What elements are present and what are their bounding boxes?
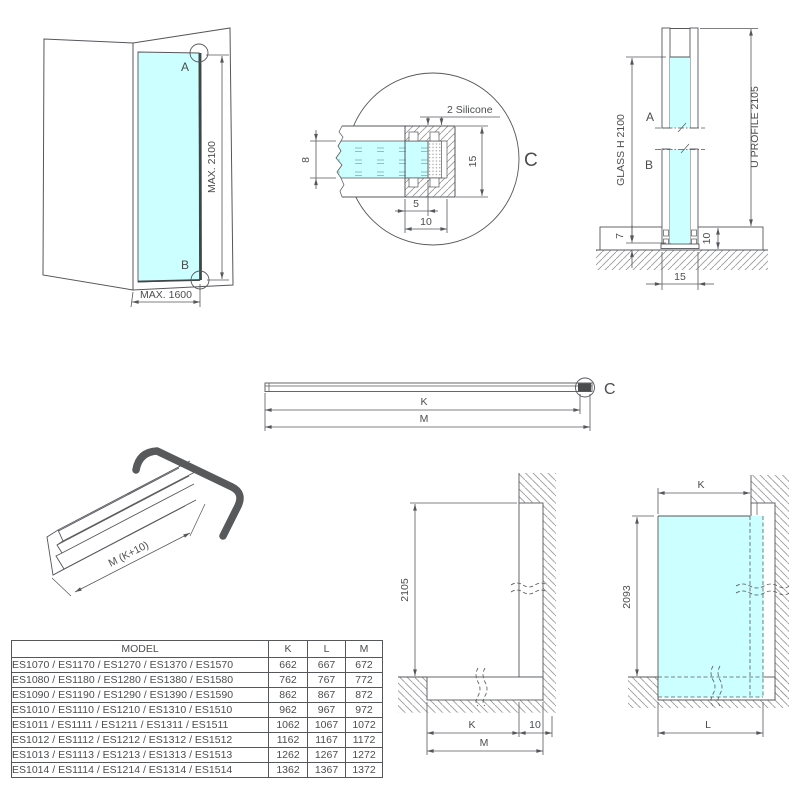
- k-cell: 862: [269, 688, 308, 703]
- dim-15-width-label: 15: [674, 271, 686, 283]
- table-row: [12, 703, 383, 718]
- section-label-a: A: [646, 110, 655, 124]
- m-cell: 1272: [346, 748, 383, 763]
- profile-end-cap-section: [578, 384, 591, 392]
- table-row: [12, 718, 383, 733]
- m-cell: 1172: [346, 733, 383, 748]
- model-cell: ES1012 / ES1112 / ES1212 / ES1312 / ES1512: [12, 733, 269, 748]
- k-cell: 662: [269, 658, 308, 673]
- dim-8-label: 8: [300, 157, 312, 163]
- model-table: [11, 640, 383, 778]
- m-cell: 972: [346, 703, 383, 718]
- table-row: [12, 688, 383, 703]
- dim-15-label: 15: [467, 155, 479, 168]
- l-cell: 1167: [308, 733, 346, 748]
- dim-k-label: K: [420, 396, 428, 408]
- length-view-c-label: C: [604, 381, 616, 398]
- l-cell: 967: [308, 703, 346, 718]
- header-l: L: [308, 641, 346, 658]
- dim-10-label: 10: [420, 216, 432, 228]
- label-a: A: [181, 60, 190, 74]
- glass-lower: [670, 149, 690, 243]
- k-cell: 1062: [269, 718, 308, 733]
- dim-k3-label: K: [697, 479, 705, 491]
- dim-m-label: M: [419, 413, 429, 425]
- header-k: K: [269, 641, 308, 658]
- table-row: [12, 748, 383, 763]
- m-cell: 672: [346, 658, 383, 673]
- dim-10-wall-label: 10: [529, 719, 541, 731]
- dim-2093-label: 2093: [621, 585, 633, 609]
- vertical-section-drawing: [596, 28, 768, 290]
- model-cell: ES1011 / ES1111 / ES1211 / ES1311 / ES1511: [12, 718, 269, 733]
- silicone-joint: [428, 141, 442, 178]
- detail-c-label: C: [524, 150, 538, 171]
- l-cell: 1367: [308, 763, 346, 778]
- wall-floor-section-drawing: [398, 473, 556, 755]
- detail-c-drawing: [300, 73, 538, 245]
- table-row: [12, 733, 383, 748]
- l-cell: 1267: [308, 748, 346, 763]
- l-cell: 667: [308, 658, 346, 673]
- glass-upper: [670, 57, 690, 128]
- dim-glass-h-label: GLASS H 2100: [615, 114, 627, 186]
- table-header-row: [12, 641, 383, 658]
- table-row: [12, 673, 383, 688]
- glass-panel-drawing: [621, 475, 789, 737]
- corner-overview-drawing: [43, 28, 233, 307]
- dim-max-2100-label: MAX. 2100: [206, 141, 218, 193]
- model-cell: ES1013 / ES1113 / ES1213 / ES1313 / ES1513: [12, 748, 269, 763]
- model-cell: ES1080 / ES1180 / ES1280 / ES1380 / ES1580: [12, 673, 269, 688]
- l-cell: 867: [308, 688, 346, 703]
- dim-2105-label: 2105: [399, 578, 411, 602]
- model-cell: ES1090 / ES1190 / ES1290 / ES1390 / ES1590: [12, 688, 269, 703]
- l-cell: 1067: [308, 718, 346, 733]
- dim-m2-label: M: [479, 737, 489, 749]
- m-cell: 772: [346, 673, 383, 688]
- profile-length-drawing: [265, 378, 616, 431]
- m-cell: 1372: [346, 763, 383, 778]
- dim-7-label: 7: [614, 233, 626, 239]
- header-model: MODEL: [12, 641, 269, 658]
- dim-k2-label: K: [468, 719, 476, 731]
- m-cell: 1072: [346, 718, 383, 733]
- profile-3d-drawing: [47, 451, 240, 596]
- dim-base-10-label: 10: [701, 232, 713, 245]
- label-b: B: [181, 258, 190, 272]
- dim-max-1600-label: MAX. 1600: [140, 289, 192, 301]
- l-cell: 767: [308, 673, 346, 688]
- k-cell: 762: [269, 673, 308, 688]
- model-cell: ES1014 / ES1114 / ES1214 / ES1314 / ES1514: [12, 763, 269, 778]
- section-label-b: B: [645, 158, 654, 172]
- table-row: [12, 658, 383, 673]
- k-cell: 1262: [269, 748, 308, 763]
- k-cell: 1162: [269, 733, 308, 748]
- model-table-container: [11, 640, 383, 778]
- model-cell: ES1070 / ES1170 / ES1270 / ES1370 / ES1570: [12, 658, 269, 673]
- glass-panel: [138, 52, 200, 282]
- dim-l-label: L: [705, 719, 711, 731]
- m-cell: 872: [346, 688, 383, 703]
- model-cell: ES1010 / ES1110 / ES1210 / ES1310 / ES1510: [12, 703, 269, 718]
- installed-glass-panel: [658, 516, 763, 697]
- table-row: [12, 763, 383, 778]
- dim-m-k10-label: M (K+10): [106, 539, 151, 570]
- k-cell: 962: [269, 703, 308, 718]
- silicone-callout-label: 2 Silicone: [447, 104, 493, 116]
- k-cell: 1362: [269, 763, 308, 778]
- header-m: M: [346, 641, 383, 658]
- dim-u-profile-label: U PROFILE 2105: [749, 86, 761, 168]
- dim-5-label: 5: [413, 198, 419, 210]
